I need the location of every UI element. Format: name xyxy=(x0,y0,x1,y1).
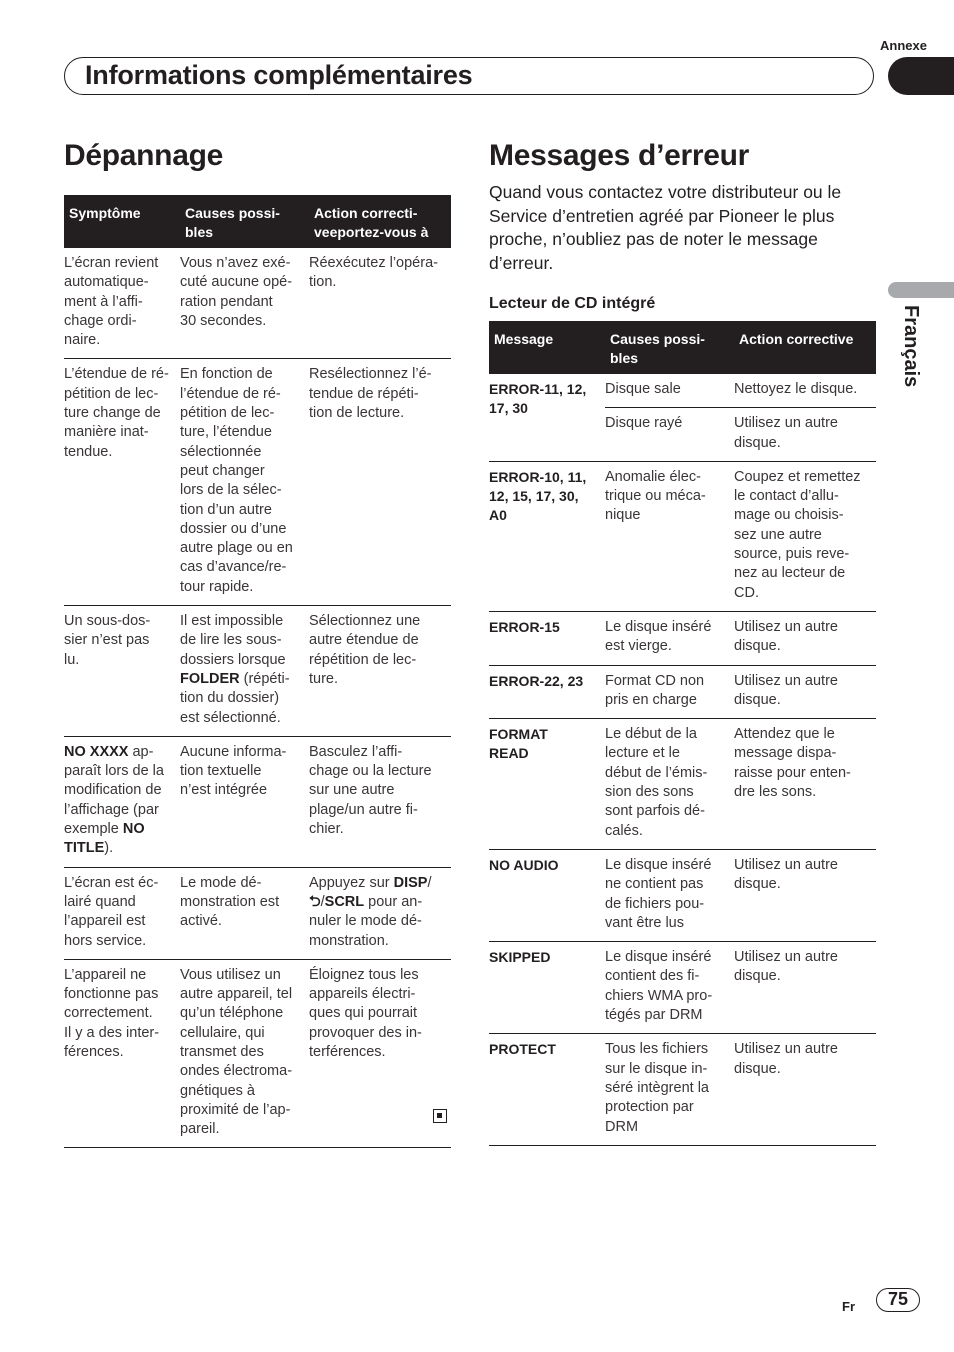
error-code-cell: ERROR-22, 23 xyxy=(489,665,605,719)
error-code-cell: NO AUDIO xyxy=(489,849,605,941)
cause-cell: Le disque inséré contient des fi- chiers WMA pro- tégés par DRM xyxy=(605,942,734,1034)
action-cell: Sélectionnez une autre étendue de répétition de lec- ture. xyxy=(309,606,451,737)
cause-cell: Disque sale xyxy=(605,374,734,408)
table-row xyxy=(489,461,876,611)
error-code-cell: SKIPPED xyxy=(489,942,605,1034)
error-messages-table xyxy=(489,321,876,1146)
error-code-cell: ERROR-10, 11, 12, 15, 17, 30, A0 xyxy=(489,461,605,611)
table-header-row xyxy=(489,321,876,374)
footer-language: Fr xyxy=(842,1299,855,1314)
table-row xyxy=(489,665,876,719)
column-header: Causes possi- bles xyxy=(605,321,734,374)
cause-cell: Format CD non pris en charge xyxy=(605,665,734,719)
table-row xyxy=(64,867,451,959)
table-row xyxy=(64,359,451,606)
depannage-title: Dépannage xyxy=(64,139,224,172)
action-cell: Coupez et remettez le contact d’allu- mage ou choisis- sez une autre source, puis reve- nez au lecteur de CD. xyxy=(734,461,876,611)
symptom-cell: NO XXXX ap- paraît lors de la modification de l’affichage (par exemple NO TITLE). xyxy=(64,736,180,867)
table-header-row xyxy=(64,195,451,248)
symptom-cell: L’étendue de ré- pétition de lec- ture change de manière inat- tendue. xyxy=(64,359,180,606)
error-code-cell: ERROR-15 xyxy=(489,611,605,665)
table-row xyxy=(489,719,876,850)
action-cell: Utilisez un autre disque. xyxy=(734,408,876,462)
table-row xyxy=(64,736,451,867)
header-tab-marker xyxy=(888,57,954,95)
table-row xyxy=(64,606,451,737)
table-row xyxy=(489,374,876,408)
action-cell: Utilisez un autre disque. xyxy=(734,849,876,941)
cause-cell: Disque rayé xyxy=(605,408,734,462)
depannage-table xyxy=(64,195,451,1148)
action-cell: Resélectionnez l’é- tendue de répéti- tion de lecture. xyxy=(309,359,451,606)
action-cell: Réexécutez l’opéra- tion. xyxy=(309,248,451,359)
error-code-cell: ERROR-11, 12, 17, 30 xyxy=(489,374,605,461)
action-cell: Utilisez un autre disque. xyxy=(734,665,876,719)
action-cell: Attendez que le message dispa- raisse pour enten- dre les sons. xyxy=(734,719,876,850)
table-row xyxy=(64,959,451,1148)
language-tab-marker xyxy=(888,282,954,298)
cause-cell: Aucune informa- tion textuelle n’est intégrée xyxy=(180,736,309,867)
column-header: Action correcti- veeportez-vous à xyxy=(309,195,451,248)
symptom-cell: L’appareil ne fonctionne pas correctement. Il y a des inter- férences. xyxy=(64,959,180,1148)
action-cell: Appuyez sur DISP/ ⮌/SCRL pour an- nuler le mode dé- monstration. xyxy=(309,867,451,959)
header-banner xyxy=(64,57,874,95)
cause-cell: Le disque inséré est vierge. xyxy=(605,611,734,665)
table-row xyxy=(489,611,876,665)
error-code-cell: PROTECT xyxy=(489,1034,605,1145)
cause-cell: Le début de la lecture et le début de l’émis- sion des sons sont parfois dé- calés. xyxy=(605,719,734,850)
section-label-annexe: Annexe xyxy=(880,38,927,53)
error-code-cell: FORMAT READ xyxy=(489,719,605,850)
cause-cell: Le mode dé- monstration est activé. xyxy=(180,867,309,959)
column-header: Symptôme xyxy=(64,195,180,248)
cause-cell: Tous les fichiers sur le disque in- séré intègrent la protection par DRM xyxy=(605,1034,734,1145)
symptom-cell: L’écran revient automatique- ment à l’affi- chage ordi- naire. xyxy=(64,248,180,359)
language-side-label: Français xyxy=(900,305,922,388)
page-number: 75 xyxy=(876,1288,920,1312)
action-cell: Utilisez un autre disque. xyxy=(734,942,876,1034)
symptom-cell: Un sous-dos- sier n’est pas lu. xyxy=(64,606,180,737)
symptom-cell: L’écran est éc- lairé quand l’appareil est hors service. xyxy=(64,867,180,959)
cause-cell: Vous n’avez exé- cuté aucune opé- ration pendant 30 secondes. xyxy=(180,248,309,359)
messages-title: Messages d’erreur xyxy=(489,139,750,172)
action-cell: Utilisez un autre disque. xyxy=(734,1034,876,1145)
cause-cell: Vous utilisez un autre appareil, tel qu’un téléphone cellulaire, qui transmet des ondes électroma- gnétiques à proximité de l’ap- pareil. xyxy=(180,959,309,1148)
end-square-icon xyxy=(433,1109,447,1123)
table-row xyxy=(489,1034,876,1145)
column-header: Message xyxy=(489,321,605,374)
cause-cell: En fonction de l’étendue de ré- pétition de lec- ture, l’étendue sélectionnée peut changer lors de la sélec- tion d’un autre dossier ou d’une autre plage ou en cas d’avance/re- tour rapide. xyxy=(180,359,309,606)
action-cell: Éloignez tous les appareils électri- ques qui pourrait provoquer des in- terférences. xyxy=(309,959,451,1148)
cause-cell: Le disque inséré ne contient pas de fichiers pou- vant être lus xyxy=(605,849,734,941)
action-cell: Basculez l’affi- chage ou la lecture sur une autre plage/un autre fi- chier. xyxy=(309,736,451,867)
action-cell: Nettoyez le disque. xyxy=(734,374,876,408)
column-header: Causes possi- bles xyxy=(180,195,309,248)
cause-cell: Il est impossible de lire les sous- dossiers lorsque FOLDER (répéti- tion du dossier) est sélectionné. xyxy=(180,606,309,737)
table-row xyxy=(489,942,876,1034)
action-cell: Utilisez un autre disque. xyxy=(734,611,876,665)
column-header: Action corrective xyxy=(734,321,876,374)
page-header-title: Informations complémentaires xyxy=(85,60,473,90)
cause-cell: Anomalie élec- trique ou méca- nique xyxy=(605,461,734,611)
table-row xyxy=(64,248,451,359)
messages-subtitle: Lecteur de CD intégré xyxy=(489,295,656,312)
return-arrow-icon: ⮌ xyxy=(309,893,321,910)
table-row xyxy=(489,849,876,941)
messages-intro: Quand vous contactez votre distributeur ou le Service d’entretien agréé par Pioneer le plus proche, n’oubliez pas de noter le message d’erreur. xyxy=(489,182,842,273)
